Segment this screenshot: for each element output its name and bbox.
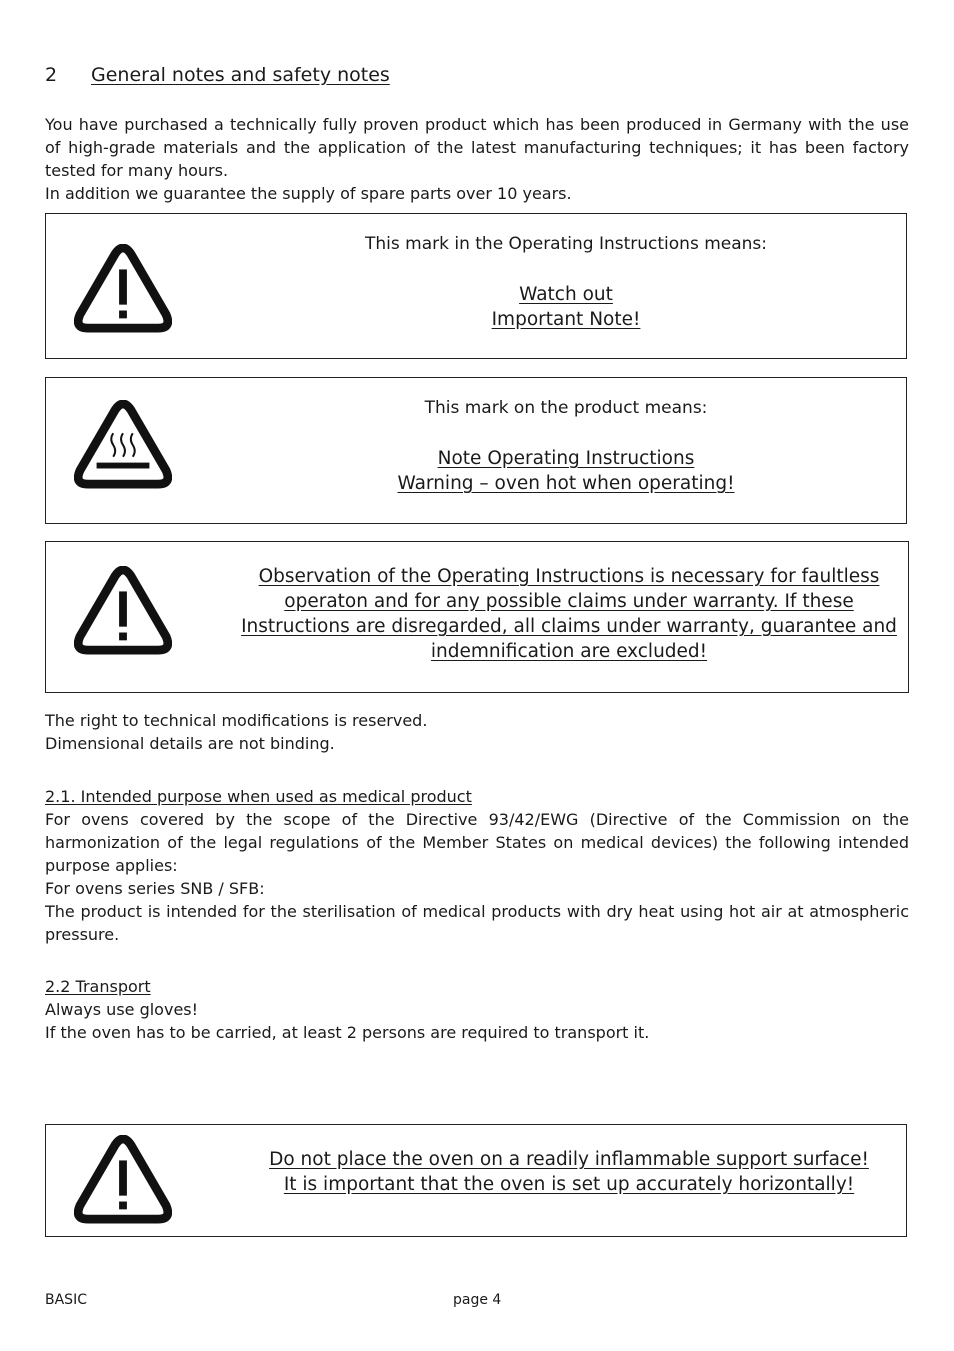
warning-triangle-icon [74, 244, 172, 334]
section-2-1-p2: For ovens series SNB / SFB: [45, 879, 265, 898]
box3-text [226, 564, 912, 664]
section-2-1-p3: The product is intended for the sterilisation of medical products with dry heat using hot air at atmospheric pressure. [45, 902, 909, 944]
box3-line4: indemnification are excluded! [430, 641, 708, 662]
box1-important-note: Important Note! [491, 309, 641, 330]
section-number: 2 [45, 64, 58, 86]
section-2-2-gloves: Always use gloves! [45, 1000, 199, 1019]
footer-page-number: page 4 [453, 1292, 502, 1308]
spare-parts-text: In addition we guarantee the supply of spare parts over 10 years. [45, 184, 572, 203]
box1-text [336, 232, 796, 332]
dimensions-text: Dimensional details are not binding. [45, 734, 335, 753]
section-title: General notes and safety notes [91, 64, 390, 86]
section-2-1-title: 2.1. Intended purpose when used as medical product [45, 787, 472, 806]
intro-paragraph [45, 113, 909, 205]
warning-box-instructions [45, 213, 907, 359]
section-2-2 [45, 975, 909, 1044]
box4-line1: Do not place the oven on a readily inflammable support surface! [269, 1149, 869, 1170]
warning-triangle-icon [74, 1135, 172, 1225]
modifications-note [45, 709, 909, 755]
warning-box-warranty [45, 541, 909, 693]
footer-model: BASIC [45, 1292, 87, 1308]
section-2-1-p1: For ovens covered by the scope of the Directive 93/42/EWG (Directive of the Commission on the harmonization of the legal regulations of the Member States on medical devices) the following intended purpose applies: [45, 810, 909, 875]
box3-line1: Observation of the Operating Instructions is necessary for faultless [258, 566, 880, 587]
box3-line2: operaton and for any possible claims under warranty. If these [284, 591, 854, 612]
box2-intro: This mark on the product means: [424, 398, 708, 418]
modifications-text: The right to technical modifications is reserved. [45, 711, 428, 730]
section-2-2-title: 2.2 Transport [45, 977, 151, 996]
box3-line3: Instructions are disregarded, all claims under warranty, guarantee and [241, 616, 897, 637]
intro-text: You have purchased a technically fully proven product which has been produced in Germany with the use of high-grade materials and the application of the latest manufacturing techniques; it has been factory tested for many hours. [45, 115, 909, 180]
box1-intro: This mark in the Operating Instructions means: [365, 234, 767, 254]
box2-text [336, 396, 796, 496]
warning-box-hot-surface [45, 377, 907, 524]
box1-watch-out: Watch out [519, 284, 613, 305]
box4-text [236, 1147, 902, 1197]
box2-oven-hot-warning: Warning – oven hot when operating! [397, 473, 735, 494]
section-2-2-carry: If the oven has to be carried, at least 2 persons are required to transport it. [45, 1023, 650, 1042]
section-heading [45, 64, 390, 86]
hot-surface-icon [74, 400, 172, 490]
section-2-1 [45, 785, 909, 946]
warning-triangle-icon [74, 566, 172, 656]
warning-box-placement [45, 1124, 907, 1237]
box4-line2: It is important that the oven is set up accurately horizontally! [283, 1174, 855, 1195]
box2-note-instructions: Note Operating Instructions [437, 448, 695, 469]
